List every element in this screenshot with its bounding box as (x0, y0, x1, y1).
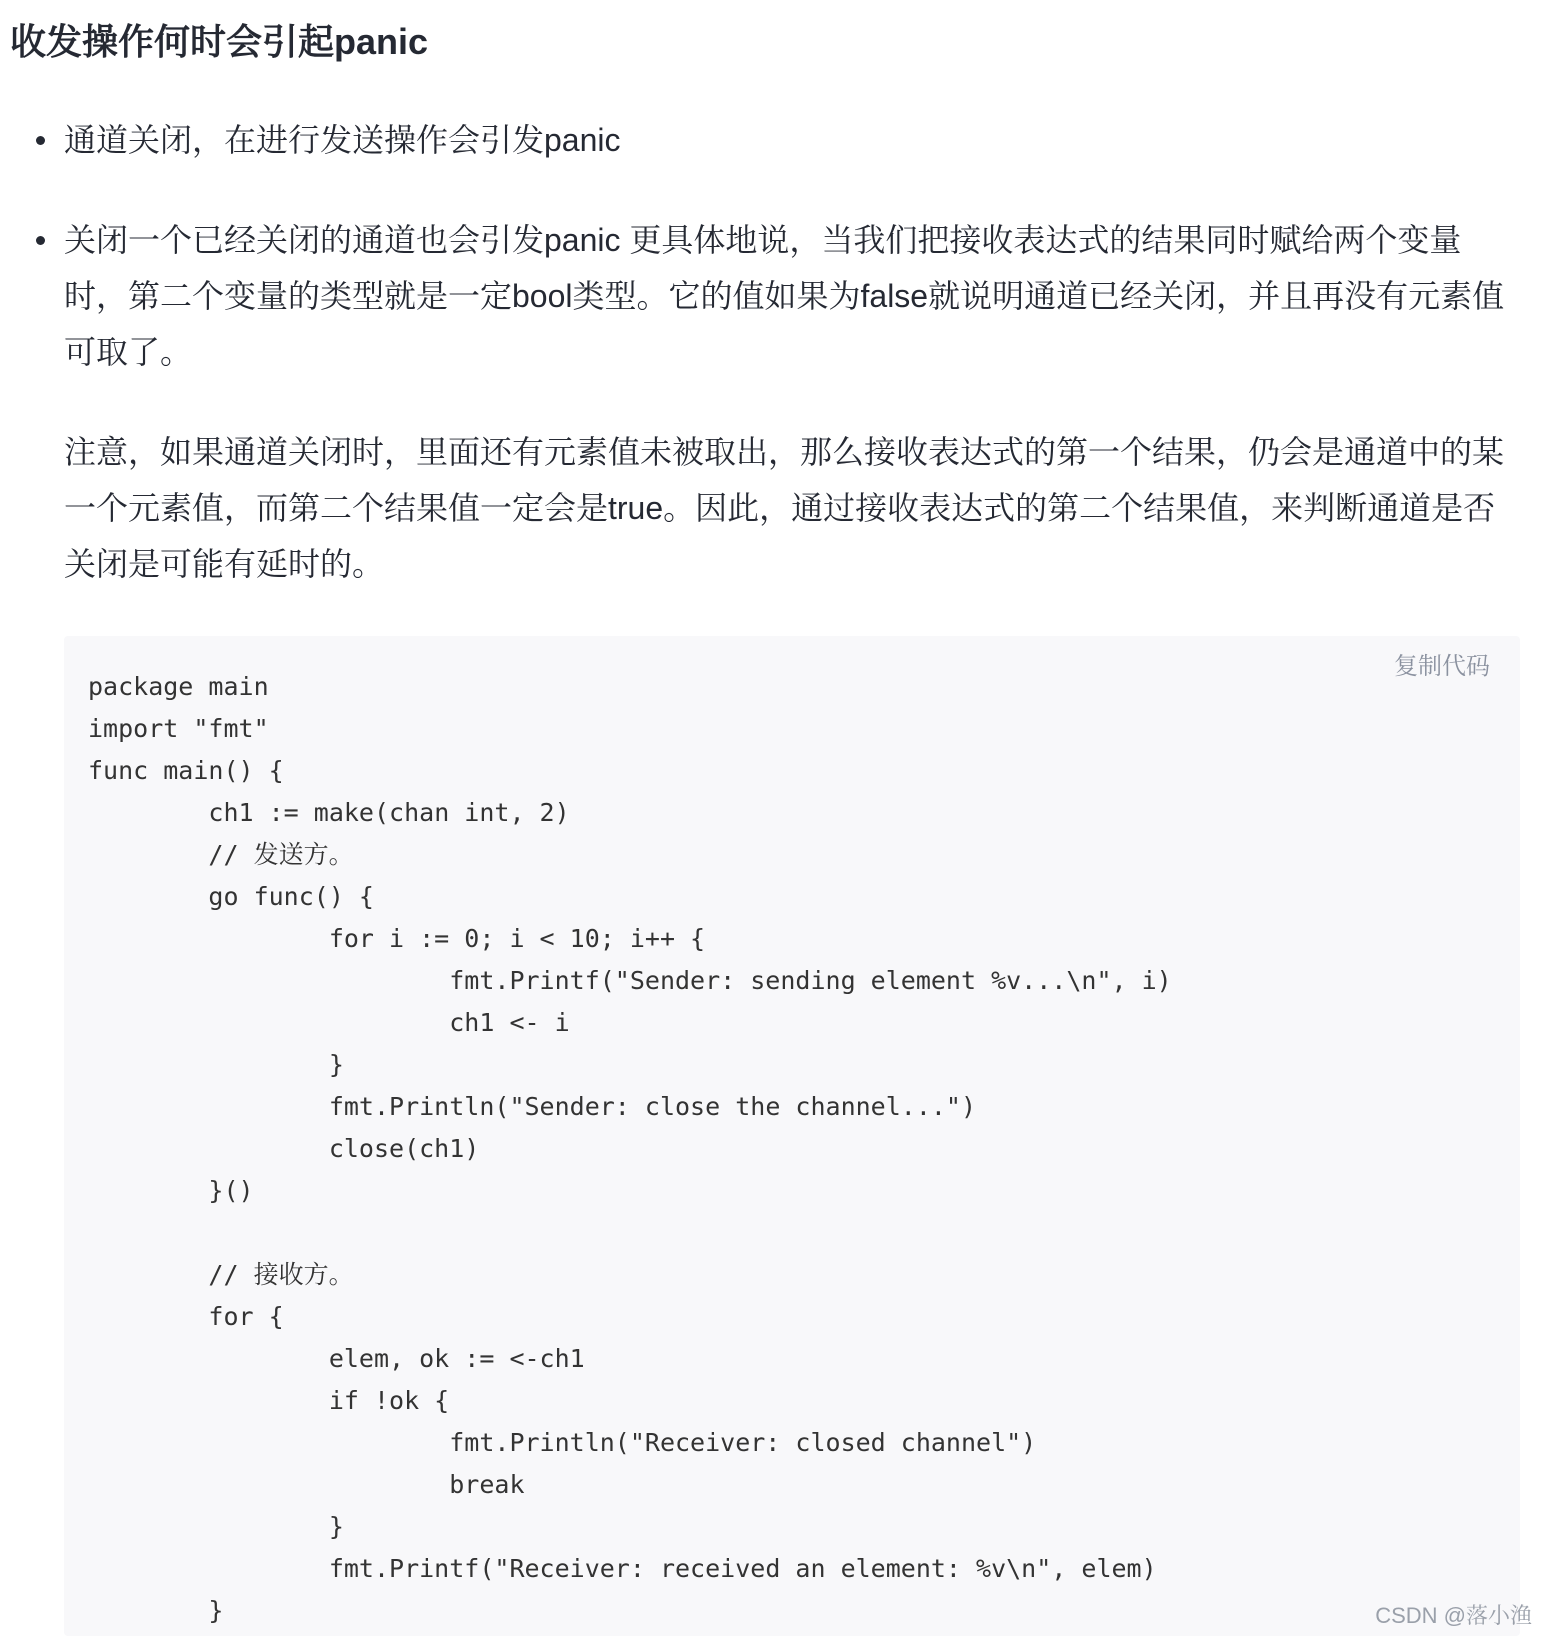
section-heading: 收发操作何时会引起panic (10, 21, 429, 62)
list-item-text: 通道关闭，在进行发送操作会引发panic (64, 122, 621, 158)
code-block (64, 636, 1520, 1636)
code-text: package main import "fmt" func main() { ch1 := make(chan int, 2) // 发送方。 go func() { for i := 0; i < 10; i++ { fmt.Printf("Sender: sending element %v...\n", i) ch1 <- i } fmt.Println("Sender: close the channel...") close(ch1) }() // 接收方。 for { elem, ok := <-ch1 if !ok { fmt.Println("Receiver: closed channel") break } fmt.Printf("Receiver: received an element: %v\n", elem) } (88, 672, 1172, 1625)
note-paragraph: 注意，如果通道关闭时，里面还有元素值未被取出，那么接收表达式的第一个结果，仍会是通道中的某一个元素值，而第二个结果值一定会是true。因此，通过接收表达式的第二个结果值，来判断通道是否关闭是可能有延时的。 (64, 434, 1505, 582)
bullet-dot-icon (36, 236, 45, 245)
list-item (64, 112, 1510, 168)
list-item-text: 关闭一个已经关闭的通道也会引发panic 更具体地说，当我们把接收表达式的结果同时赋给两个变量时，第二个变量的类型就是一定bool类型。它的值如果为false就说明通道已经关闭，并且再没有元素值可取了。 (64, 222, 1505, 370)
list-item (64, 212, 1510, 380)
watermark: CSDN @落小渔 (1375, 1603, 1532, 1628)
copy-code-button[interactable]: 复制代码 (1394, 653, 1490, 680)
note-paragraph-wrap (64, 424, 1510, 592)
bullet-dot-icon (36, 136, 45, 145)
